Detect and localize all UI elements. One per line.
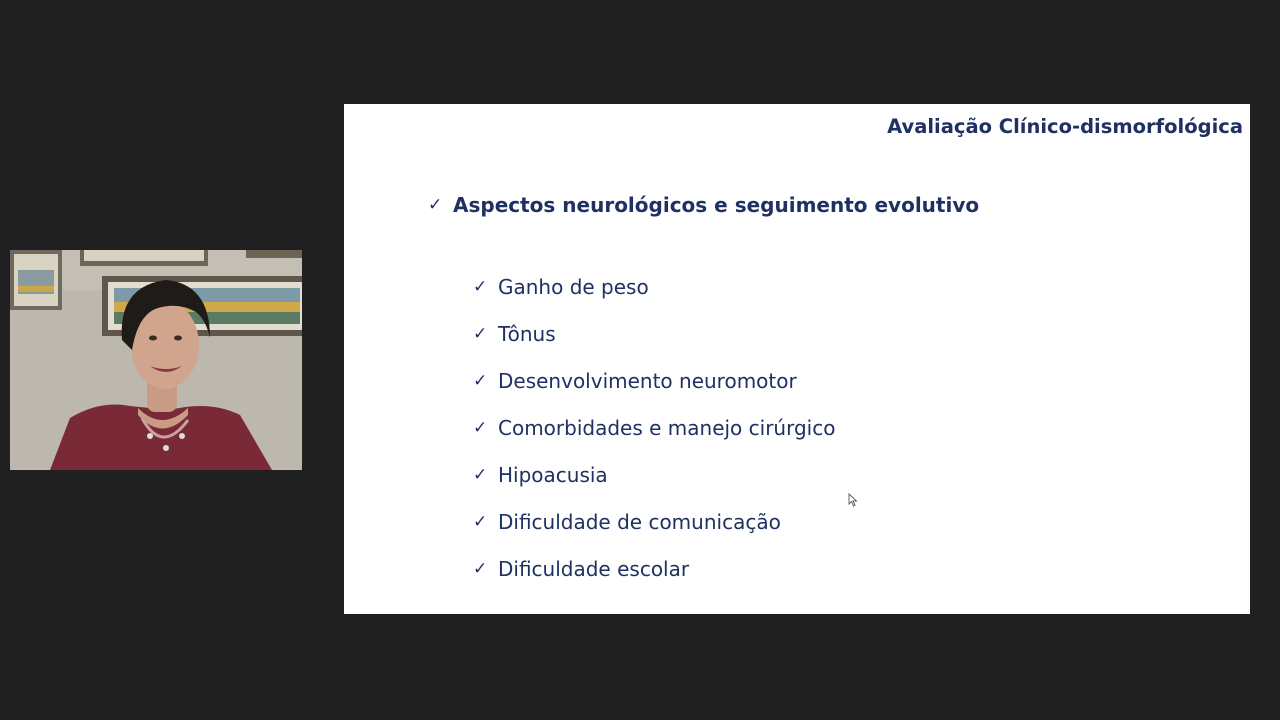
sub-bullet bbox=[473, 310, 835, 357]
check-mark-icon: ✓ bbox=[473, 464, 488, 485]
sub-bullet-text: Tônus bbox=[498, 321, 556, 346]
check-mark-icon: ✓ bbox=[473, 323, 488, 344]
check-mark-icon: ✓ bbox=[428, 195, 443, 215]
sub-bullet-list bbox=[473, 263, 835, 592]
sub-bullet bbox=[473, 404, 835, 451]
check-mark-icon: ✓ bbox=[473, 370, 488, 391]
sub-bullet-text: Desenvolvimento neuromotor bbox=[498, 368, 797, 393]
slide-title: Avaliação Clínico-dismorfológica bbox=[887, 115, 1243, 138]
main-bullet bbox=[428, 193, 979, 217]
sub-bullet-text: Ganho de peso bbox=[498, 274, 649, 299]
sub-bullet-text: Comorbidades e manejo cirúrgico bbox=[498, 415, 836, 440]
participant-video-tile[interactable] bbox=[10, 250, 302, 470]
mouse-cursor-icon bbox=[848, 493, 858, 507]
main-bullet-text: Aspectos neurológicos e seguimento evolutivo bbox=[453, 193, 980, 217]
shared-slide bbox=[344, 104, 1250, 614]
sub-bullet bbox=[473, 545, 835, 592]
sub-bullet bbox=[473, 263, 835, 310]
check-mark-icon: ✓ bbox=[473, 417, 488, 438]
sub-bullet-text: Dificuldade escolar bbox=[498, 556, 690, 581]
check-mark-icon: ✓ bbox=[473, 511, 488, 532]
check-mark-icon: ✓ bbox=[473, 558, 488, 579]
sub-bullet bbox=[473, 451, 835, 498]
sub-bullet-text: Hipoacusia bbox=[498, 462, 608, 487]
sub-bullet bbox=[473, 498, 835, 545]
sub-bullet bbox=[473, 357, 835, 404]
participant-video-image bbox=[10, 250, 302, 470]
check-mark-icon: ✓ bbox=[473, 276, 488, 297]
sub-bullet-text: Dificuldade de comunicação bbox=[498, 509, 781, 534]
